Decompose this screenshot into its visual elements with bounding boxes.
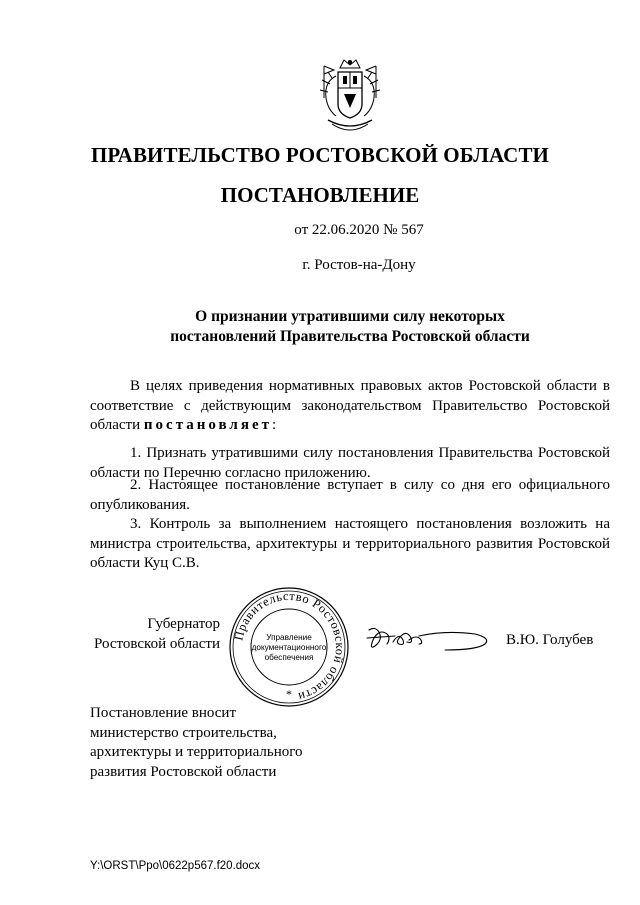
note-line-3: архитектуры и территориального [90, 744, 303, 761]
stamp-center-line-1: Управление [266, 633, 312, 642]
preamble-text: В целях приведения нормативных правовых актов Ростовской области в соответствие с действующим законодательством Правительство Ростовской области [90, 378, 610, 434]
document-date-number: от 22.06.2020 № 567 [294, 222, 424, 238]
stamp-center-line-3: обеспечения [264, 653, 314, 662]
coat-of-arms-icon [316, 58, 384, 138]
document-subject [90, 307, 610, 347]
signatory-title-line-1: Губернатор [147, 616, 220, 632]
decree-word: постановляет [143, 417, 272, 434]
preamble-paragraph [90, 377, 610, 436]
note-line-4: развития Ростовской области [90, 763, 277, 780]
government-title: ПРАВИТЕЛЬСТВО РОСТОВСКОЙ ОБЛАСТИ [91, 143, 549, 167]
note-line-1: Постановление вносит [90, 705, 237, 721]
stamp-ring-text: Правительство Ростовской области [231, 588, 348, 705]
signatory-title [90, 614, 220, 654]
file-path: Y:\ORST\Ppo\0622p567.f20.docx [90, 860, 261, 872]
submitter-note [90, 704, 390, 782]
signatory-name: В.Ю. Голубев [506, 632, 594, 648]
decree-suffix: : [272, 417, 277, 434]
item-2-paragraph: 2. Настоящее постановление вступает в силу со дня его официального опубликования. [90, 477, 610, 513]
document-type: ПОСТАНОВЛЕНИЕ [220, 183, 420, 207]
note-line-2: министерство строительства, [90, 724, 277, 741]
document-city: г. Ростов-на-Дону [302, 257, 416, 273]
signatory-title-line-2: Ростовской области [94, 636, 220, 652]
item-3-paragraph: 3. Контроль за выполнением настоящего постановления возложить на министра строительства, архитектуры и территориального развития Ростовской области Куц С.В. [90, 516, 610, 572]
subject-line-2: постановлений Правительства Ростовской области [170, 328, 530, 345]
item-1-paragraph: 1. Признать утратившими силу постановления Правительства Ростовской области по Перечню согласно приложению. [90, 445, 610, 481]
subject-line-1: О признании утратившими силу некоторых [195, 308, 505, 325]
stamp-star: * [286, 687, 292, 701]
stamp-center-line-2: документационного [251, 643, 327, 652]
handwritten-signature [365, 620, 495, 660]
official-stamp [228, 586, 350, 708]
